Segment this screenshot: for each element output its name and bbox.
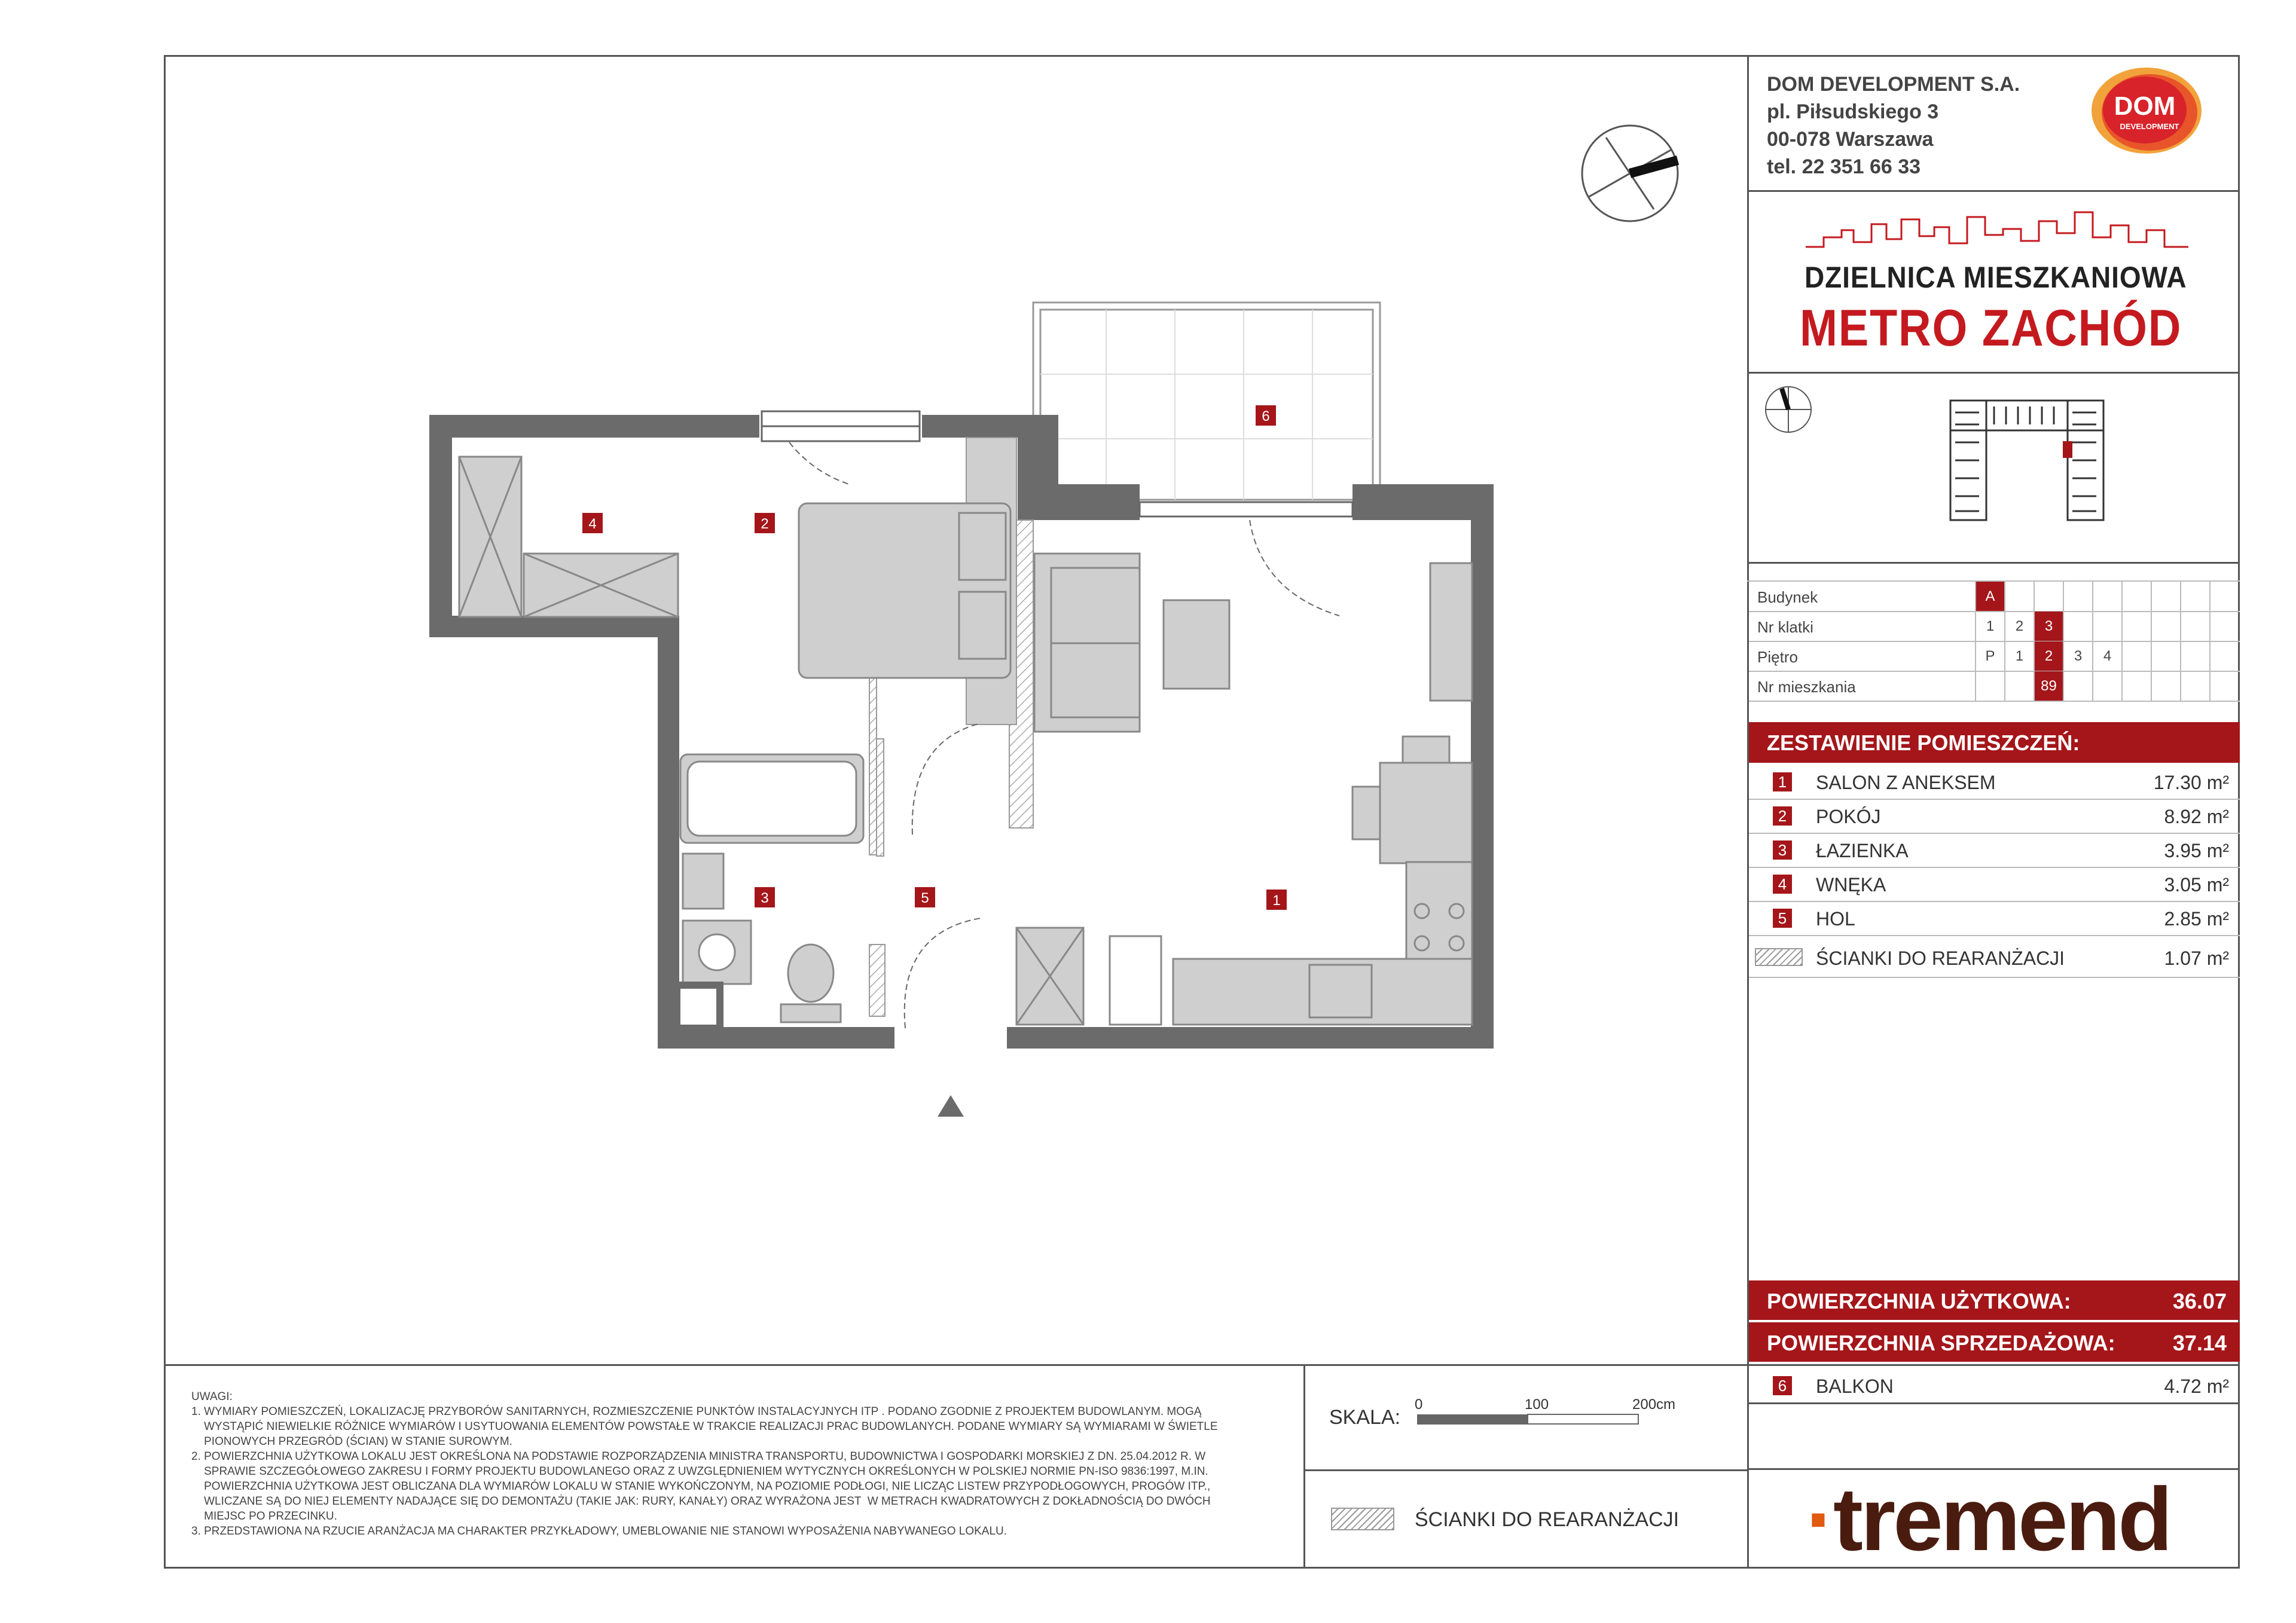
compass-icon (1576, 120, 1684, 227)
project-name: METRO ZACHÓD (1800, 299, 2182, 357)
room-row (1749, 867, 2240, 902)
building-key-plan (1937, 395, 2117, 526)
company-phone: tel. 22 351 66 33 (1767, 155, 1921, 178)
note-line: MIEJSC PO PRZECINKU. (191, 1510, 337, 1523)
separator (1303, 1364, 1305, 1569)
note-line: WYSTĄPIĆ NIEWIELKIE RÓŻNICE WYMIARÓW I USYTUOWANIA ELEMENTÓW POWSTAŁE W TRAKCIE REALIZACJI PRAC BUDOWLANYCH. PODANE WYMIARY SĄ WYMIARAMI W ŚWIETLE (191, 1420, 1218, 1433)
balcony-number: 6 (1773, 1376, 1792, 1395)
room-number: 2 (1773, 806, 1792, 826)
logo-text-development: DEVELOPMENT (2120, 122, 2179, 131)
separator (1747, 562, 2240, 564)
location-cell (1975, 671, 2004, 701)
room-tag-2 (755, 513, 775, 533)
location-cell: P (1975, 641, 2004, 671)
tremend-wordmark: tremend (1833, 1469, 2170, 1569)
room-area: 8.92 m² (2164, 806, 2229, 827)
location-cell: 1 (1975, 612, 2004, 641)
location-cell (2180, 612, 2209, 641)
company-address-city: 00-078 Warszawa (1767, 128, 1934, 151)
company-address-street: pl. Piłsudskiego 3 (1767, 100, 1939, 123)
location-row-label: Budynek (1757, 588, 1818, 606)
project-district: DZIELNICA MIESZKANIOWA (1805, 261, 2187, 294)
sale-area-value: 37.14 (2172, 1331, 2227, 1355)
bed (799, 503, 1010, 678)
location-cell: A (1975, 582, 2004, 611)
svg-text:5: 5 (921, 890, 929, 906)
location-row (1749, 612, 2240, 642)
logo-text-dom: DOM (2114, 91, 2176, 121)
balcony-row (1749, 1369, 2240, 1402)
location-cell (2121, 641, 2151, 671)
compass-small-icon (1763, 384, 1814, 435)
location-row-label: Piętro (1757, 648, 1798, 666)
location-cell (2209, 671, 2239, 701)
location-cell (2151, 612, 2180, 641)
location-cell (2004, 671, 2034, 701)
room-name: POKÓJ (1816, 806, 1881, 827)
location-cell (2209, 582, 2239, 611)
room-area: 2.85 m² (2164, 908, 2229, 930)
scale-tick-200: 200cm (1632, 1396, 1676, 1413)
location-row (1749, 582, 2240, 612)
room-tag-5 (915, 887, 935, 907)
location-cell (2063, 612, 2092, 641)
room-row (1749, 799, 2240, 834)
room-row (1749, 765, 2240, 800)
sale-area-band (1749, 1322, 2240, 1362)
floor-plan (419, 287, 1650, 1136)
notes-lines (191, 1404, 1292, 1539)
rearrangement-area: 1.07 m² (2164, 947, 2229, 969)
rooms-title-band (1749, 722, 2240, 763)
usable-area-label: POWIERZCHNIA UŻYTKOWA: (1767, 1289, 2071, 1313)
location-cell (2121, 671, 2151, 701)
dining-set (1352, 736, 1472, 863)
separator (1747, 372, 2240, 374)
note-line: SPRAWIE SZCZEGÓŁOWEGO ZAKRESU I FORMY PROJEKTU BUDOWLANEGO ORAZ Z UWZGLĘDNIENIEM WYTYCZNYCH OKREŚLONYCH W POLSKIEJ NORMIE PN-ISO 9836:1997, M.IN. (191, 1465, 1208, 1478)
svg-text:3: 3 (761, 890, 769, 906)
dom-development-logo (2090, 66, 2203, 155)
separator (1747, 190, 2240, 192)
sale-area-label: POWIERZCHNIA SPRZEDAŻOWA: (1767, 1331, 2115, 1355)
location-row (1749, 641, 2240, 672)
location-cell (2180, 671, 2209, 701)
location-cell (2121, 582, 2151, 611)
project-title-block (1794, 203, 2200, 359)
location-cell (2180, 641, 2209, 671)
usable-area-value: 36.07 (2172, 1289, 2227, 1313)
scale-tick-100: 100 (1525, 1396, 1549, 1413)
room-number: 4 (1773, 875, 1792, 894)
rearrangement-row (1749, 941, 2240, 978)
room-tag-3 (755, 887, 775, 907)
location-cell (2034, 582, 2063, 611)
wardrobe (459, 457, 678, 617)
tremend-dot: · (1806, 1469, 1833, 1569)
scale-bar (1417, 1413, 1644, 1428)
room-tag-6 (1256, 405, 1276, 426)
room-tag-1 (1266, 890, 1287, 910)
location-cell: 1 (2004, 641, 2034, 671)
kitchen-counter (1016, 862, 1472, 1025)
note-line: POWIERZCHNIA UŻYTKOWA JEST OBLICZANA DLA WYMIARÓW LOKALU W STANIE WYKOŃCZONYM, NA POZIOMIE PODŁOGI, NIE LICZĄC LISTEW PRZYPODŁOGOWYCH, PROGÓW ITP., (191, 1480, 1211, 1493)
location-cell (2180, 582, 2209, 611)
location-cell: 3 (2063, 641, 2092, 671)
rearrangement-label: ŚCIANKI DO REARANŻACJI (1816, 947, 2065, 969)
sofa (1034, 554, 1229, 732)
rearrangement-swatch (1755, 948, 1803, 966)
location-cell (2092, 612, 2121, 641)
location-cell: 4 (2092, 641, 2121, 671)
location-cell (2151, 671, 2180, 701)
notes-title: UWAGI: (191, 1390, 233, 1403)
balcony-outline (1033, 302, 1380, 500)
legend-hatch-swatch (1331, 1508, 1394, 1530)
location-cell (2092, 671, 2121, 701)
location-row-label: Nr klatki (1757, 618, 1813, 636)
room-row (1749, 901, 2240, 936)
room-number: 1 (1773, 772, 1792, 791)
room-name: ŁAZIENKA (1816, 840, 1909, 861)
svg-text:1: 1 (1272, 893, 1281, 909)
separator (164, 1364, 2240, 1366)
location-cell (2121, 612, 2151, 641)
location-row (1749, 671, 2240, 702)
location-cell (2151, 641, 2180, 671)
location-cell: 2 (2004, 612, 2034, 641)
location-cell (2004, 582, 2034, 611)
location-cell: 3 (2034, 612, 2063, 641)
svg-text:6: 6 (1262, 408, 1270, 424)
svg-text:2: 2 (761, 516, 769, 532)
scale-tick-0: 0 (1415, 1396, 1423, 1413)
location-cell: 89 (2034, 671, 2063, 701)
usable-area-band (1749, 1280, 2240, 1320)
location-row-label: Nr mieszkania (1757, 678, 1856, 696)
note-line: 2. POWIERZCHNIA UŻYTKOWA LOKALU JEST OKREŚLONA NA PODSTAWIE ROZPORZĄDZENIA MINISTRA TRANSPORTU, BUDOWNICTWA I GOSPODARKI MORSKIEJ Z DN. 25.04.2012 R. W (191, 1450, 1206, 1463)
room-name: HOL (1816, 908, 1855, 930)
scale-label: SKALA: (1329, 1406, 1401, 1429)
note-line: 3. PRZEDSTAWIONA NA RZUCIE ARANŻACJA MA CHARAKTER PRZYKŁADOWY, UMEBLOWANIE NIE STANOWI WYPOSAŻENIA NABYWANEGO LOKALU. (191, 1525, 1007, 1538)
location-cell (2092, 582, 2121, 611)
svg-text:4: 4 (588, 516, 597, 532)
room-number: 5 (1773, 909, 1792, 928)
company-block (1767, 71, 2020, 181)
room-area: 17.30 m² (2153, 772, 2229, 793)
balcony-area: 4.72 m² (2164, 1376, 2229, 1397)
room-area: 3.05 m² (2164, 874, 2229, 895)
separator (1747, 1402, 2240, 1404)
room-tag-4 (582, 513, 603, 533)
room-name: SALON Z ANEKSEM (1816, 772, 1996, 793)
location-cell (2063, 582, 2092, 611)
legend-rearrangement-label: ŚCIANKI DO REARANŻACJI (1415, 1508, 1680, 1531)
room-row (1749, 833, 2240, 868)
location-cell (2063, 671, 2092, 701)
notes-block (191, 1389, 1292, 1539)
note-line: WLICZANE SĄ DO NIEJ ELEMENTY NADAJĄCE SIĘ DO DEMONTAŻU (TAKIE JAK: RURY, KANAŁY) ORAZ WYRAŻONA JEST W METRACH KWADRATOWYCH Z DOKŁADNOŚCIĄ DO DWÓCH (191, 1495, 1211, 1508)
company-name: DOM DEVELOPMENT S.A. (1767, 73, 2020, 96)
note-line: 1. WYMIARY POMIESZCZEŃ, LOKALIZACJĘ PRZYBORÓW SANITARNYCH, ROZMIESZCZENIE PUNKTÓW INSTALACYJNYCH ITP . PODANO ZGODNIE Z PROJEKTEM BUDOWLANYM. MOGĄ (191, 1405, 1202, 1418)
tv-unit (1430, 563, 1472, 701)
note-line: PIONOWYCH PRZEGRÓD (ŚCIAN) W STANIE SUROWYM. (191, 1435, 512, 1448)
skyline-icon (1806, 206, 2188, 254)
rooms-title: ZESTAWIENIE POMIESZCZEŃ: (1767, 730, 2080, 755)
location-cell (2209, 641, 2239, 671)
room-area: 3.95 m² (2164, 840, 2229, 861)
room-name: WNĘKA (1816, 874, 1886, 895)
separator (1303, 1469, 1747, 1471)
tremend-logo (1806, 1468, 2170, 1571)
balcony-name: BALKON (1816, 1376, 1894, 1397)
location-cell (2209, 612, 2239, 641)
location-cell: 2 (2034, 641, 2063, 671)
room-number: 3 (1773, 840, 1792, 860)
entrance-arrow-icon (938, 1095, 964, 1117)
location-cell (2151, 582, 2180, 611)
